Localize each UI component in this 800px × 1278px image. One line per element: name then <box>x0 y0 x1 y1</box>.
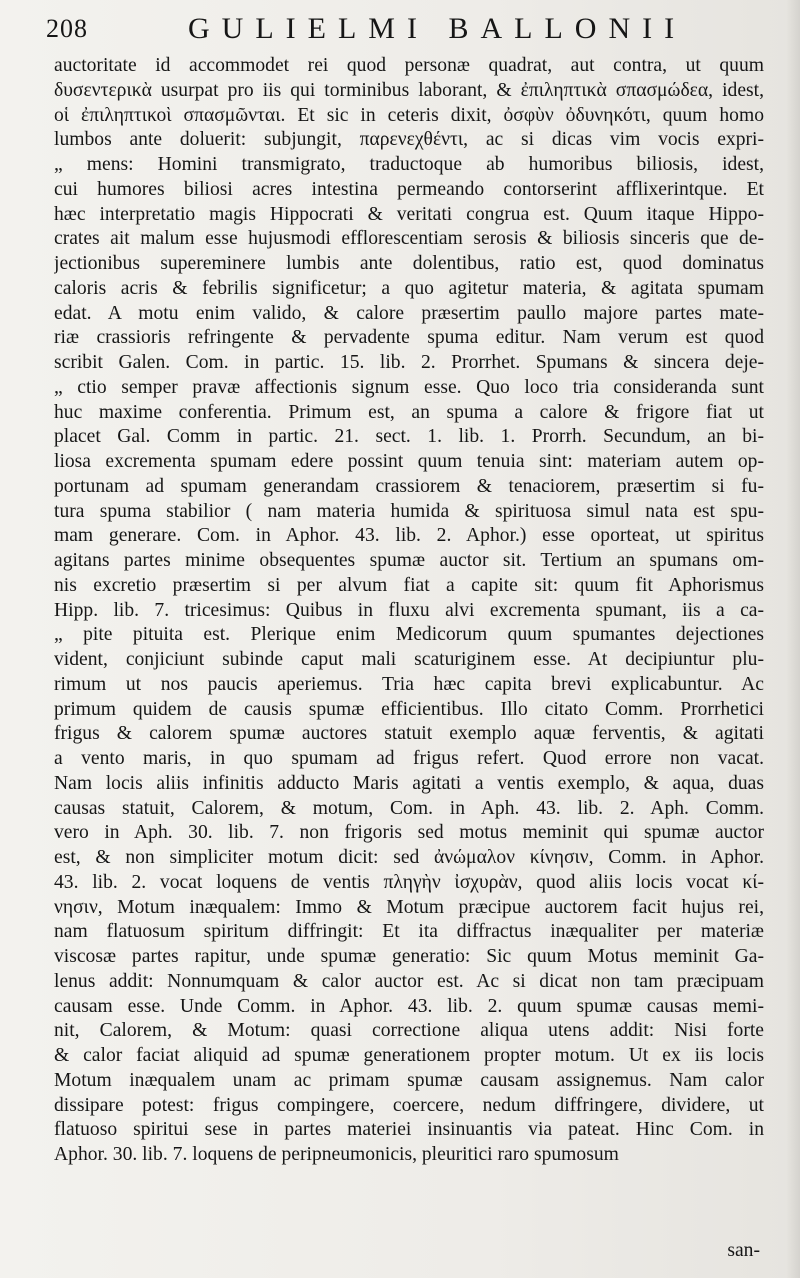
page-number: 208 <box>46 14 88 43</box>
text-line: placet Gal. Comm in partic. 21. sect. 1. lib. 1. Prorrh. Secundum, an bi- <box>54 426 764 448</box>
page-header <box>38 8 778 48</box>
text-line: & calor faciat aliquid ad spumæ generationem propter motum. Ut ex iis locis <box>54 1045 764 1066</box>
body-text <box>54 54 764 1168</box>
text-line: „ mens: Homini transmigrato, traductoque ab humoribus biliosis, idest, <box>54 154 764 175</box>
text-line: edat. A motu enim valido, & calore præsertim paullo majore partes mate- <box>54 302 764 324</box>
text-line: nis excretio præsertim si per alvum fiat a capite sit: quum fit Aphorismus <box>54 574 764 596</box>
text-line: νησιν, Motum inæqualem: Immo & Motum præcipue auctorem facit hujus rei, <box>54 896 764 918</box>
running-head: GULIELMI BALLONII <box>188 12 687 45</box>
text-line: vident, conjiciunt subinde caput mali scaturiginem esse. At decipiuntur plu- <box>54 649 764 670</box>
page-edge-shadow <box>786 0 800 1278</box>
text-line: tura spuma stabilior ( nam materia humida & spirituosa simul nata est spu- <box>54 500 764 522</box>
text-line: primum quidem de causis spumæ efficientibus. Illo citato Comm. Prorrhetici <box>54 698 764 720</box>
text-line: nit, Calorem, & Motum: quasi correctione aliqua utens addit: Nisi forte <box>54 1020 764 1042</box>
text-line: hæc interpretatio magis Hippocrati & veritati congrua est. Quum itaque Hippo- <box>54 203 764 225</box>
text-line: lumbos ante doluerit: subjungit, παρενεχθέντι, ac si dicas vim vocis expri- <box>54 129 764 151</box>
text-line: lenus addit: Nonnumquam & calor auctor est. Ac si dicat non tam præcipuam <box>54 970 764 992</box>
text-line: causas statuit, Calorem, & motum, Com. in Aph. 43. lib. 2. Aph. Comm. <box>54 797 764 819</box>
text-line: 43. lib. 2. vocat loquens de ventis πληγὴν ἰσχυρὰν, quod aliis locis vocat κί- <box>54 871 764 893</box>
catchword: san- <box>727 1240 760 1261</box>
text-line: agitans partes minime obsequentes spumæ auctor sit. Tertium an spumans om- <box>54 550 764 571</box>
text-line: caloris acris & febrilis significetur; a quo agitetur materia, & agitata spumam <box>54 277 764 299</box>
text-line: a vento maris, in quo spumam ad frigus refert. Quod errore non vacat. <box>54 748 764 769</box>
text-line: dissipare potest: frigus compingere, coercere, nedum diffringere, dividere, ut <box>54 1094 764 1116</box>
text-line: liosa excrementa spumam edere possint quum tenuia sint: materiam autem op- <box>54 451 764 472</box>
text-line: cui humores biliosi acres intestina permeando contorserint afflixerintque. Et <box>54 178 764 200</box>
text-line: crates ait malum esse hujusmodi efflorescentiam serosis & biliosis sinceris que de- <box>54 228 764 250</box>
text-line: viscosæ partes rapitur, unde spumæ generatio: Sic quum Motus meminit Ga- <box>54 946 764 967</box>
text-line: auctoritate id accommodet rei quod personæ quadrat, aut contra, ut quum <box>54 55 764 76</box>
text-line: rimum ut nos paucis aperiemus. Tria hæc capita brevi explicabuntur. Ac <box>54 673 764 695</box>
text-line: Hipp. lib. 7. tricesimus: Quibus in fluxu alvi excrementa spumant, iis a ca- <box>54 599 764 621</box>
text-line: οἱ ἐπιληπτικοὶ σπασμῶνται. Et sic in ceteris dixit, ὀσφὺν ὀδυνηκότι, quum homo <box>54 104 764 126</box>
text-line: portunam ad spumam generandam crassiorem & tenaciorem, præsertim si fu- <box>54 475 764 497</box>
text-line: scribit Galen. Com. in partic. 15. lib. 2. Prorrhet. Spumans & sincera deje- <box>54 352 764 373</box>
text-line: δυσεντερικὰ usurpat pro iis qui torminibus laborant, & ἐπιληπτικὰ σπασμώδεα, idest, <box>54 79 764 101</box>
text-line: vero in Aph. 30. lib. 7. non frigoris sed motus meminit qui spumæ auctor <box>54 822 764 844</box>
text-line: mam generare. Com. in Aphor. 43. lib. 2. Aphor.) esse oporteat, ut spiritus <box>54 525 764 547</box>
text-line: flatuoso spiritui sese in partes materiei insinuantis via pateat. Hinc Com. in <box>54 1119 764 1141</box>
text-line: huc maxime conferentia. Primum est, an spuma a calore & frigore fiat ut <box>54 401 764 423</box>
text-line: frigus & calorem spumæ auctores statuit exemplo aquæ ferventis, & agitati <box>54 723 764 745</box>
text-line: nam flatuosum spiritum diffringit: Et ita diffractus inæqualiter per materiæ <box>54 921 764 943</box>
text-line: jectionibus supereminere lumbis ante dolentibus, ratio est, quod dominatus <box>54 253 764 274</box>
text-line: Nam locis aliis infinitis adducto Maris agitati a ventis exemplo, & aqua, duas <box>54 772 764 794</box>
text-line: Aphor. 30. lib. 7. loquens de peripneumonicis, pleuritici raro spumosum <box>54 1144 619 1165</box>
text-line: Motum inæqualem unam ac primam spumæ causam assignemus. Nam calor <box>54 1069 764 1091</box>
text-line: „ pite pituita est. Plerique enim Medicorum quum spumantes dejectiones <box>54 624 764 646</box>
text-line: causam esse. Unde Comm. in Aphor. 43. lib. 2. quum spumæ causas memi- <box>54 995 764 1017</box>
text-line: riæ crassioris refringente & pervadente spuma editur. Nam verum est quod <box>54 327 764 349</box>
text-line: est, & non simpliciter motum dicit: sed ἀνώμαλον κίνησιν, Comm. in Aphor. <box>54 847 764 868</box>
text-line: „ ctio semper pravæ affectionis signum esse. Quo loco tria consideranda sunt <box>54 376 764 398</box>
